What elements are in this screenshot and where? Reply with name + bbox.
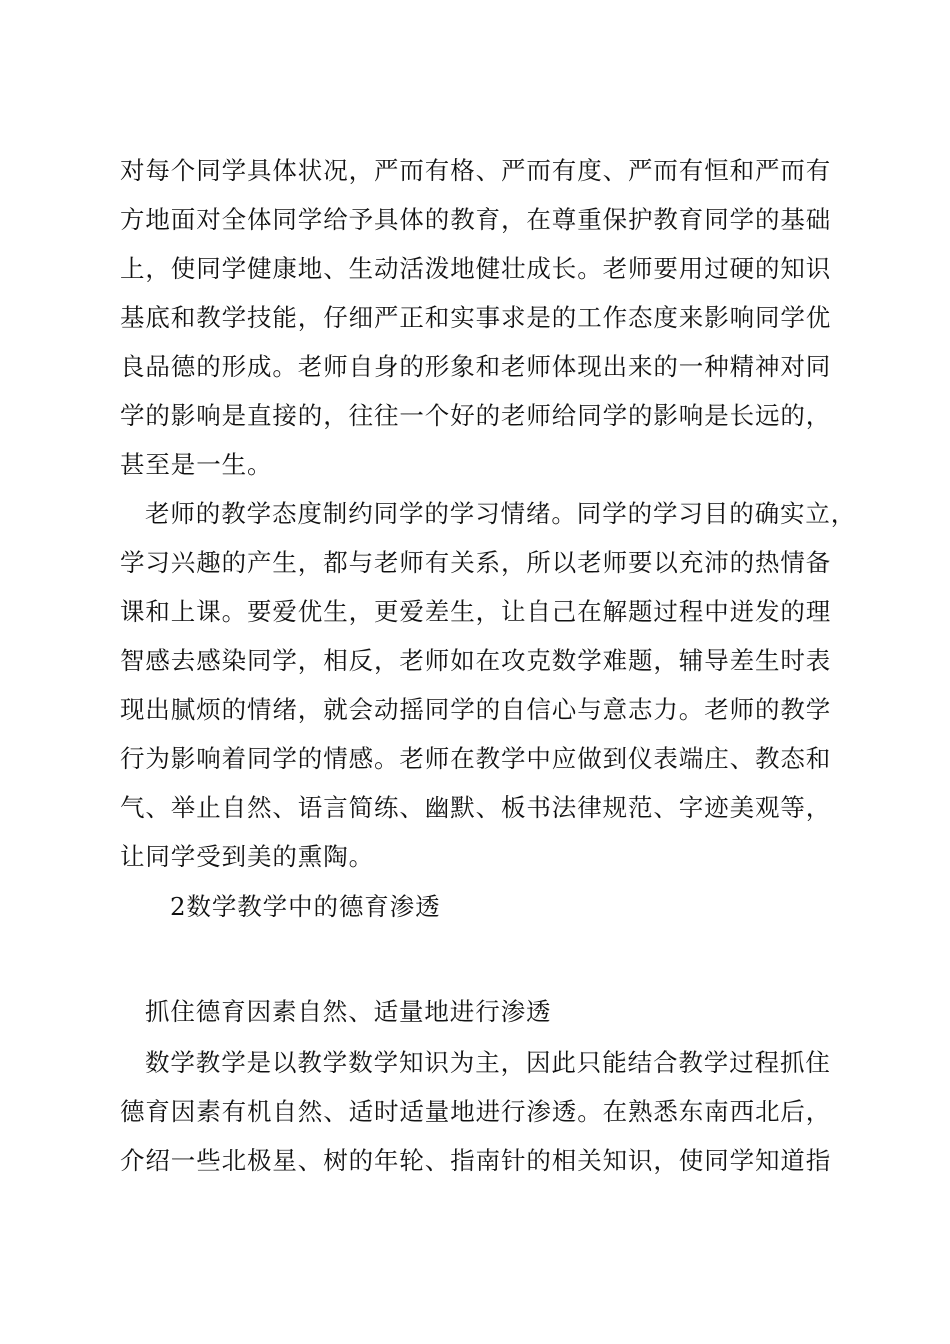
body-text-line: 现出腻烦的情绪，就会动摇同学的自信心与意志力。老师的教学 [120,695,832,724]
body-text-line: 学的影响是直接的，往往一个好的老师给同学的影响是长远的， [120,401,832,430]
body-text-line: 行为影响着同学的情感。老师在教学中应做到仪表端庄、教态和 [120,744,832,773]
body-text-line: 气、举止自然、语言简练、幽默、板书法律规范、字迹美观等， [120,793,832,822]
body-text-line: 学习兴趣的产生，都与老师有关系，所以老师要以充沛的热情备 [120,548,832,577]
section-heading: 2数学教学中的德育渗透 [170,892,441,921]
body-text-line: 方地面对全体同学给予具体的教育，在尊重保护教育同学的基础 [120,205,832,234]
body-text-line: 介绍一些北极星、树的年轮、指南针的相关知识，使同学知道指 [120,1146,832,1175]
body-text-line: 甚至是一生。 [120,450,273,479]
body-text-line: 课和上课。要爱优生，更爱差生，让自己在解题过程中迸发的理 [120,597,832,626]
body-text-line: 让同学受到美的熏陶。 [120,842,374,871]
body-text-line: 上，使同学健康地、生动活泼地健壮成长。老师要用过硬的知识 [120,254,832,283]
subsection-heading: 抓住德育因素自然、适量地进行渗透 [145,997,552,1026]
paragraph-first-line: 数学教学是以教学数学知识为主，因此只能结合教学过程抓住 [145,1048,831,1077]
body-text-line: 基底和教学技能，仔细严正和实事求是的工作态度来影响同学优 [120,303,832,332]
body-text-line: 德育因素有机自然、适时适量地进行渗透。在熟悉东南西北后， [120,1097,832,1126]
body-text-line: 对每个同学具体状况，严而有格、严而有度、严而有恒和严而有 [120,156,832,185]
body-text-line: 智感去感染同学，相反，老师如在攻克数学难题，辅导差生时表 [120,646,832,675]
body-text-line: 良品德的形成。老师自身的形象和老师体现出来的一种精神对同 [120,352,832,381]
paragraph-first-line: 老师的教学态度制约同学的学习情绪。同学的学习目的确实立， [145,499,857,528]
